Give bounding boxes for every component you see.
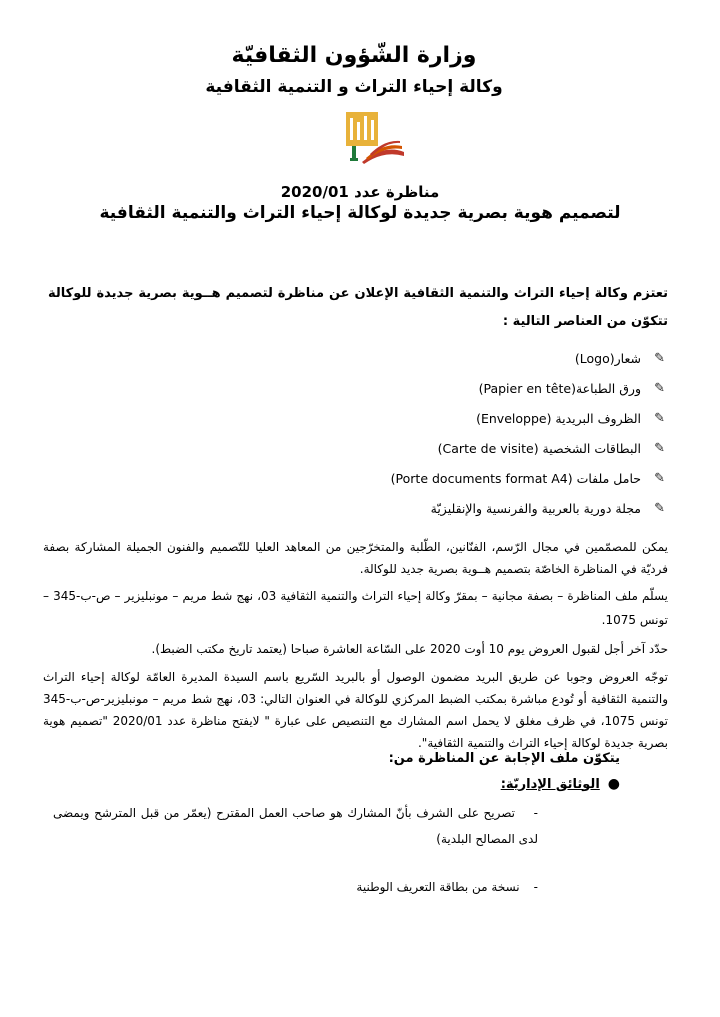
contest-number: مناظرة عدد 2020/01 bbox=[280, 183, 440, 201]
pen-icon: ✎ bbox=[654, 471, 665, 486]
components-list bbox=[185, 344, 665, 524]
admin-docs-heading: الوثائق الإداريّة: bbox=[500, 776, 600, 792]
deadline-paragraph: حدّد آخر أجل لقبول العروض يوم 10 أوت 2020 على السّاعة العاشرة صباحا (يعتمد تاريخ مكتب الضبط). bbox=[151, 642, 668, 656]
file-heading: يتكوّن ملف الإجابة عن المناظرة من: bbox=[388, 751, 620, 766]
contest-title: لتصميم هوية بصرية جديدة لوكالة إحياء التراث والتنمية الثقافية bbox=[99, 203, 621, 223]
eligibility-paragraph: يمكن للمصمّمين في مجال الرّسم، الفنّانين، الطّلبة والمتخرّجين من المعاهد العليا للتّصميم والفنون الجميلة المشاركة بصفة فرديّة في المناظرة الخاصّة بتصميم هــوية بصرية جديد للوكالة. bbox=[43, 540, 668, 576]
agency-name: وكالة إحياء التراث و التنمية الثقافية bbox=[205, 77, 503, 97]
file-collection-paragraph: يسلّم ملف المناظرة – بصفة مجانية – بمقرّ وكالة إحياء التراث والتنمية الثقافية 03، نهج شط مريم – مونبليزير – ص-ب-345 – تونس 1075. bbox=[43, 589, 668, 627]
admin-doc-item: - نسخة من بطاقة التعريف الوطنية bbox=[356, 880, 538, 894]
list-item: ✎ شعار(Logo) bbox=[185, 344, 665, 374]
submission-paragraph: توجّه العروض وجوبا عن طريق البريد مضمون الوصول أو بالبريد السّريع باسم السيدة المديرة العامّة لوكالة إحياء التراث والتنمية الثقافية أو تُودع مباشرة بمكتب الضبط المركزي للوكالة في العنوان التالي: 03، نهج شط مريم – مونبليزير-ص-ب-345 تونس 1075، في ظرف مغلق لا يحمل اسم المشارك مع التنصيص على عبارة " لايفتح مناظرة عدد 2020/01 "تصميم هوية بصرية جديدة لوكالة إحياء التراث والتنمية الثقافية". bbox=[43, 670, 668, 750]
agency-logo bbox=[340, 112, 406, 164]
admin-docs-heading-row bbox=[501, 776, 620, 792]
list-item: ✎ ورق الطباعة(Papier en tête) bbox=[185, 374, 665, 404]
pen-icon: ✎ bbox=[654, 351, 665, 366]
list-item: ✎ الظروف البريدية (Enveloppe) bbox=[185, 404, 665, 434]
pen-icon: ✎ bbox=[654, 381, 665, 396]
list-item: ✎ البطاقات الشخصية (Carte de visite) bbox=[185, 434, 665, 464]
pen-icon: ✎ bbox=[654, 501, 665, 516]
pen-icon: ✎ bbox=[654, 441, 665, 456]
ministry-name: وزارة الشّؤون الثقافيّة bbox=[231, 43, 477, 68]
pen-icon: ✎ bbox=[654, 411, 665, 426]
bullet-icon: ● bbox=[607, 776, 620, 792]
list-item: ✎ حامل ملفات (Porte documents format A4) bbox=[185, 464, 665, 494]
list-item: ✎ مجلة دورية بالعربية والفرنسية والإنقليزيّة bbox=[185, 494, 665, 524]
intro-paragraph: تعتزم وكالة إحياء التراث والتنمية الثقافية الإعلان عن مناظرة لتصميم هــوية بصرية جديدة للوكالة تتكوّن من العناصر التالية : bbox=[48, 286, 668, 329]
admin-doc-item: - تصريح على الشرف بأنّ المشارك هو صاحب العمل المقترح (يعمّر من قبل المترشح ويمضى لدى المصالح البلدية) bbox=[53, 806, 538, 846]
